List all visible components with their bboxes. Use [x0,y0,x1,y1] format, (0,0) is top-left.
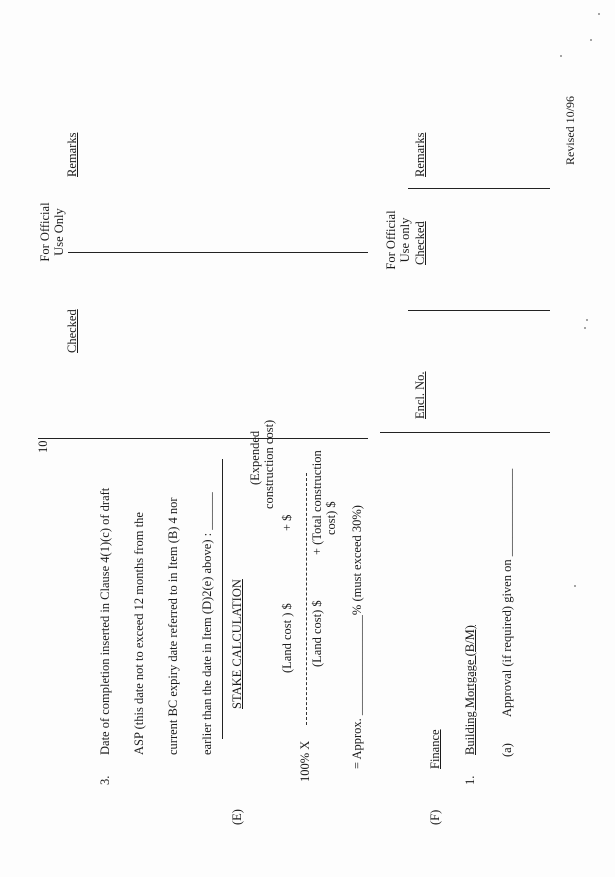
bottom-encl-no-header: Encl. No. [413,371,427,419]
total-construction-label-2: cost) $ [324,501,338,535]
expended-label-2: construction cost) [262,419,276,509]
stake-approx-line: = Approx. ________________% (must exceed 30%) [350,505,364,769]
top-checked-header: Checked [65,309,79,353]
bottom-checked-header: Checked [413,221,427,265]
top-official-divider [68,252,368,253]
bottom-checked-divider [408,188,550,189]
section-e-letter: (E) [230,809,244,825]
item3-line-2: ASP (this date not to exceed 12 months from the [132,512,146,755]
item3-line-1: Date of completion inserted in Clause 4(1)(c) of draft [98,487,112,755]
bottom-table-left-border [380,432,550,433]
top-official-use-1: For Official [38,202,52,262]
stake-prefix: 100% X [298,740,312,782]
scan-speck [590,39,592,41]
bottom-encl-divider [408,310,550,311]
stake-plus-amount: + $ [280,514,294,531]
item1-number: 1. [463,775,477,785]
revision-label: Revised 10/96 [563,96,577,165]
top-table-left-border [38,438,368,439]
page-number: 10 [36,440,50,453]
item-a-label: (a) [500,743,514,757]
item3-line-4: earlier than the date in Item (D)2(e) above) : ______ [200,492,214,755]
stake-calculation-title: STAKE CALCULATION [230,579,244,709]
total-construction-label-1: + (Total construction [310,450,324,555]
item3-number: 3. [98,775,112,785]
scan-speck [574,585,576,587]
scan-speck [584,327,586,329]
top-official-use-2: Use Only [52,208,66,256]
scan-speck [598,13,600,15]
expended-label-1: (Expended [248,430,262,485]
scan-speck [560,55,562,57]
bottom-official-use-1: For Official [384,210,398,270]
scan-speck [586,319,588,321]
section-f-letter: (F) [428,809,442,825]
building-mortgage-title: Building Mortgage (B/M) [463,625,477,755]
top-remarks-header: Remarks [65,132,79,177]
bottom-official-use-2: Use only [398,217,412,263]
stake-denominator: (Land cost) $ [310,600,324,667]
item3-line-3: current BC expiry date referred to in Item (B) 4 nor [166,497,180,755]
item3-answer-line [222,459,223,739]
approval-date-field: Approval (if required) given on ______________ [500,468,514,717]
bottom-remarks-header: Remarks [413,132,427,177]
finance-title: Finance [428,729,442,769]
stake-numerator: (Land cost ) $ [280,603,294,673]
fraction-bar [306,473,307,725]
